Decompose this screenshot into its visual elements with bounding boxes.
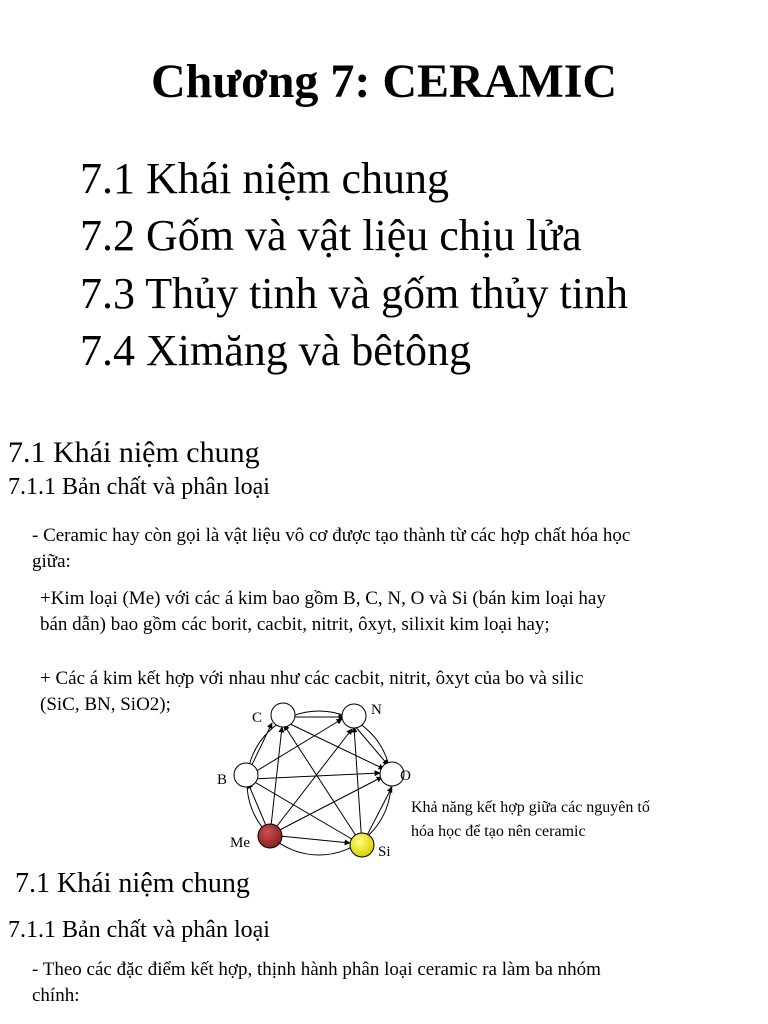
caption-line: Khả năng kết hợp giữa các nguyên tố bbox=[411, 799, 650, 816]
section-heading: 7.1 Khái niệm chung bbox=[15, 868, 250, 899]
label-si: Si bbox=[378, 844, 391, 860]
label-o: O bbox=[400, 768, 411, 784]
node-b bbox=[234, 763, 258, 787]
label-me: Me bbox=[230, 835, 250, 851]
toc-item-7-2: 7.2 Gốm và vật liệu chịu lửa bbox=[80, 211, 582, 260]
paragraph-line: (SiC, BN, SiO2); bbox=[40, 694, 171, 715]
paragraph-line: - Ceramic hay còn gọi là vật liệu vô cơ được tạo thành từ các hợp chất hóa học bbox=[32, 525, 631, 546]
node-me bbox=[258, 824, 282, 848]
node-n bbox=[342, 704, 366, 728]
label-b: B bbox=[217, 772, 228, 788]
paragraph-line: bán dẫn) bao gồm các borit, cacbit, nitrit, ôxyt, silixit kim loại hay; bbox=[40, 614, 550, 635]
diagram-caption bbox=[411, 796, 721, 844]
node-si bbox=[350, 833, 374, 857]
subsection-heading: 7.1.1 Bản chất và phân loại bbox=[8, 917, 270, 943]
subsection-heading: 7.1.1 Bản chất và phân loại bbox=[8, 474, 270, 500]
paragraph-line: giữa: bbox=[32, 551, 71, 572]
section-heading: 7.1 Khái niệm chung bbox=[8, 436, 260, 469]
toc-item-7-4: 7.4 Ximăng và bêtông bbox=[80, 326, 472, 375]
caption-line: hóa học để tạo nên ceramic bbox=[411, 823, 586, 840]
node-c bbox=[271, 703, 295, 727]
toc-item-7-3: 7.3 Thủy tinh và gốm thủy tinh bbox=[80, 269, 628, 318]
paragraph-line: - Theo các đặc điểm kết hợp, thịnh hành phân loại ceramic ra làm ba nhóm bbox=[32, 959, 601, 980]
chapter-title: Chương 7: CERAMIC bbox=[150, 55, 618, 108]
paragraph-line: + Các á kim kết hợp với nhau như các cacbit, nitrit, ôxyt của bo và silic bbox=[40, 668, 584, 689]
paragraph-line: chính: bbox=[32, 985, 80, 1006]
toc-item-7-1: 7.1 Khái niệm chung bbox=[80, 154, 450, 203]
element-combination-diagram bbox=[212, 695, 412, 865]
label-n: N bbox=[371, 702, 382, 718]
paragraph-line: +Kim loại (Me) với các á kim bao gồm B, C, N, O và Si (bán kim loại hay bbox=[40, 588, 606, 609]
label-c: C bbox=[252, 710, 263, 726]
